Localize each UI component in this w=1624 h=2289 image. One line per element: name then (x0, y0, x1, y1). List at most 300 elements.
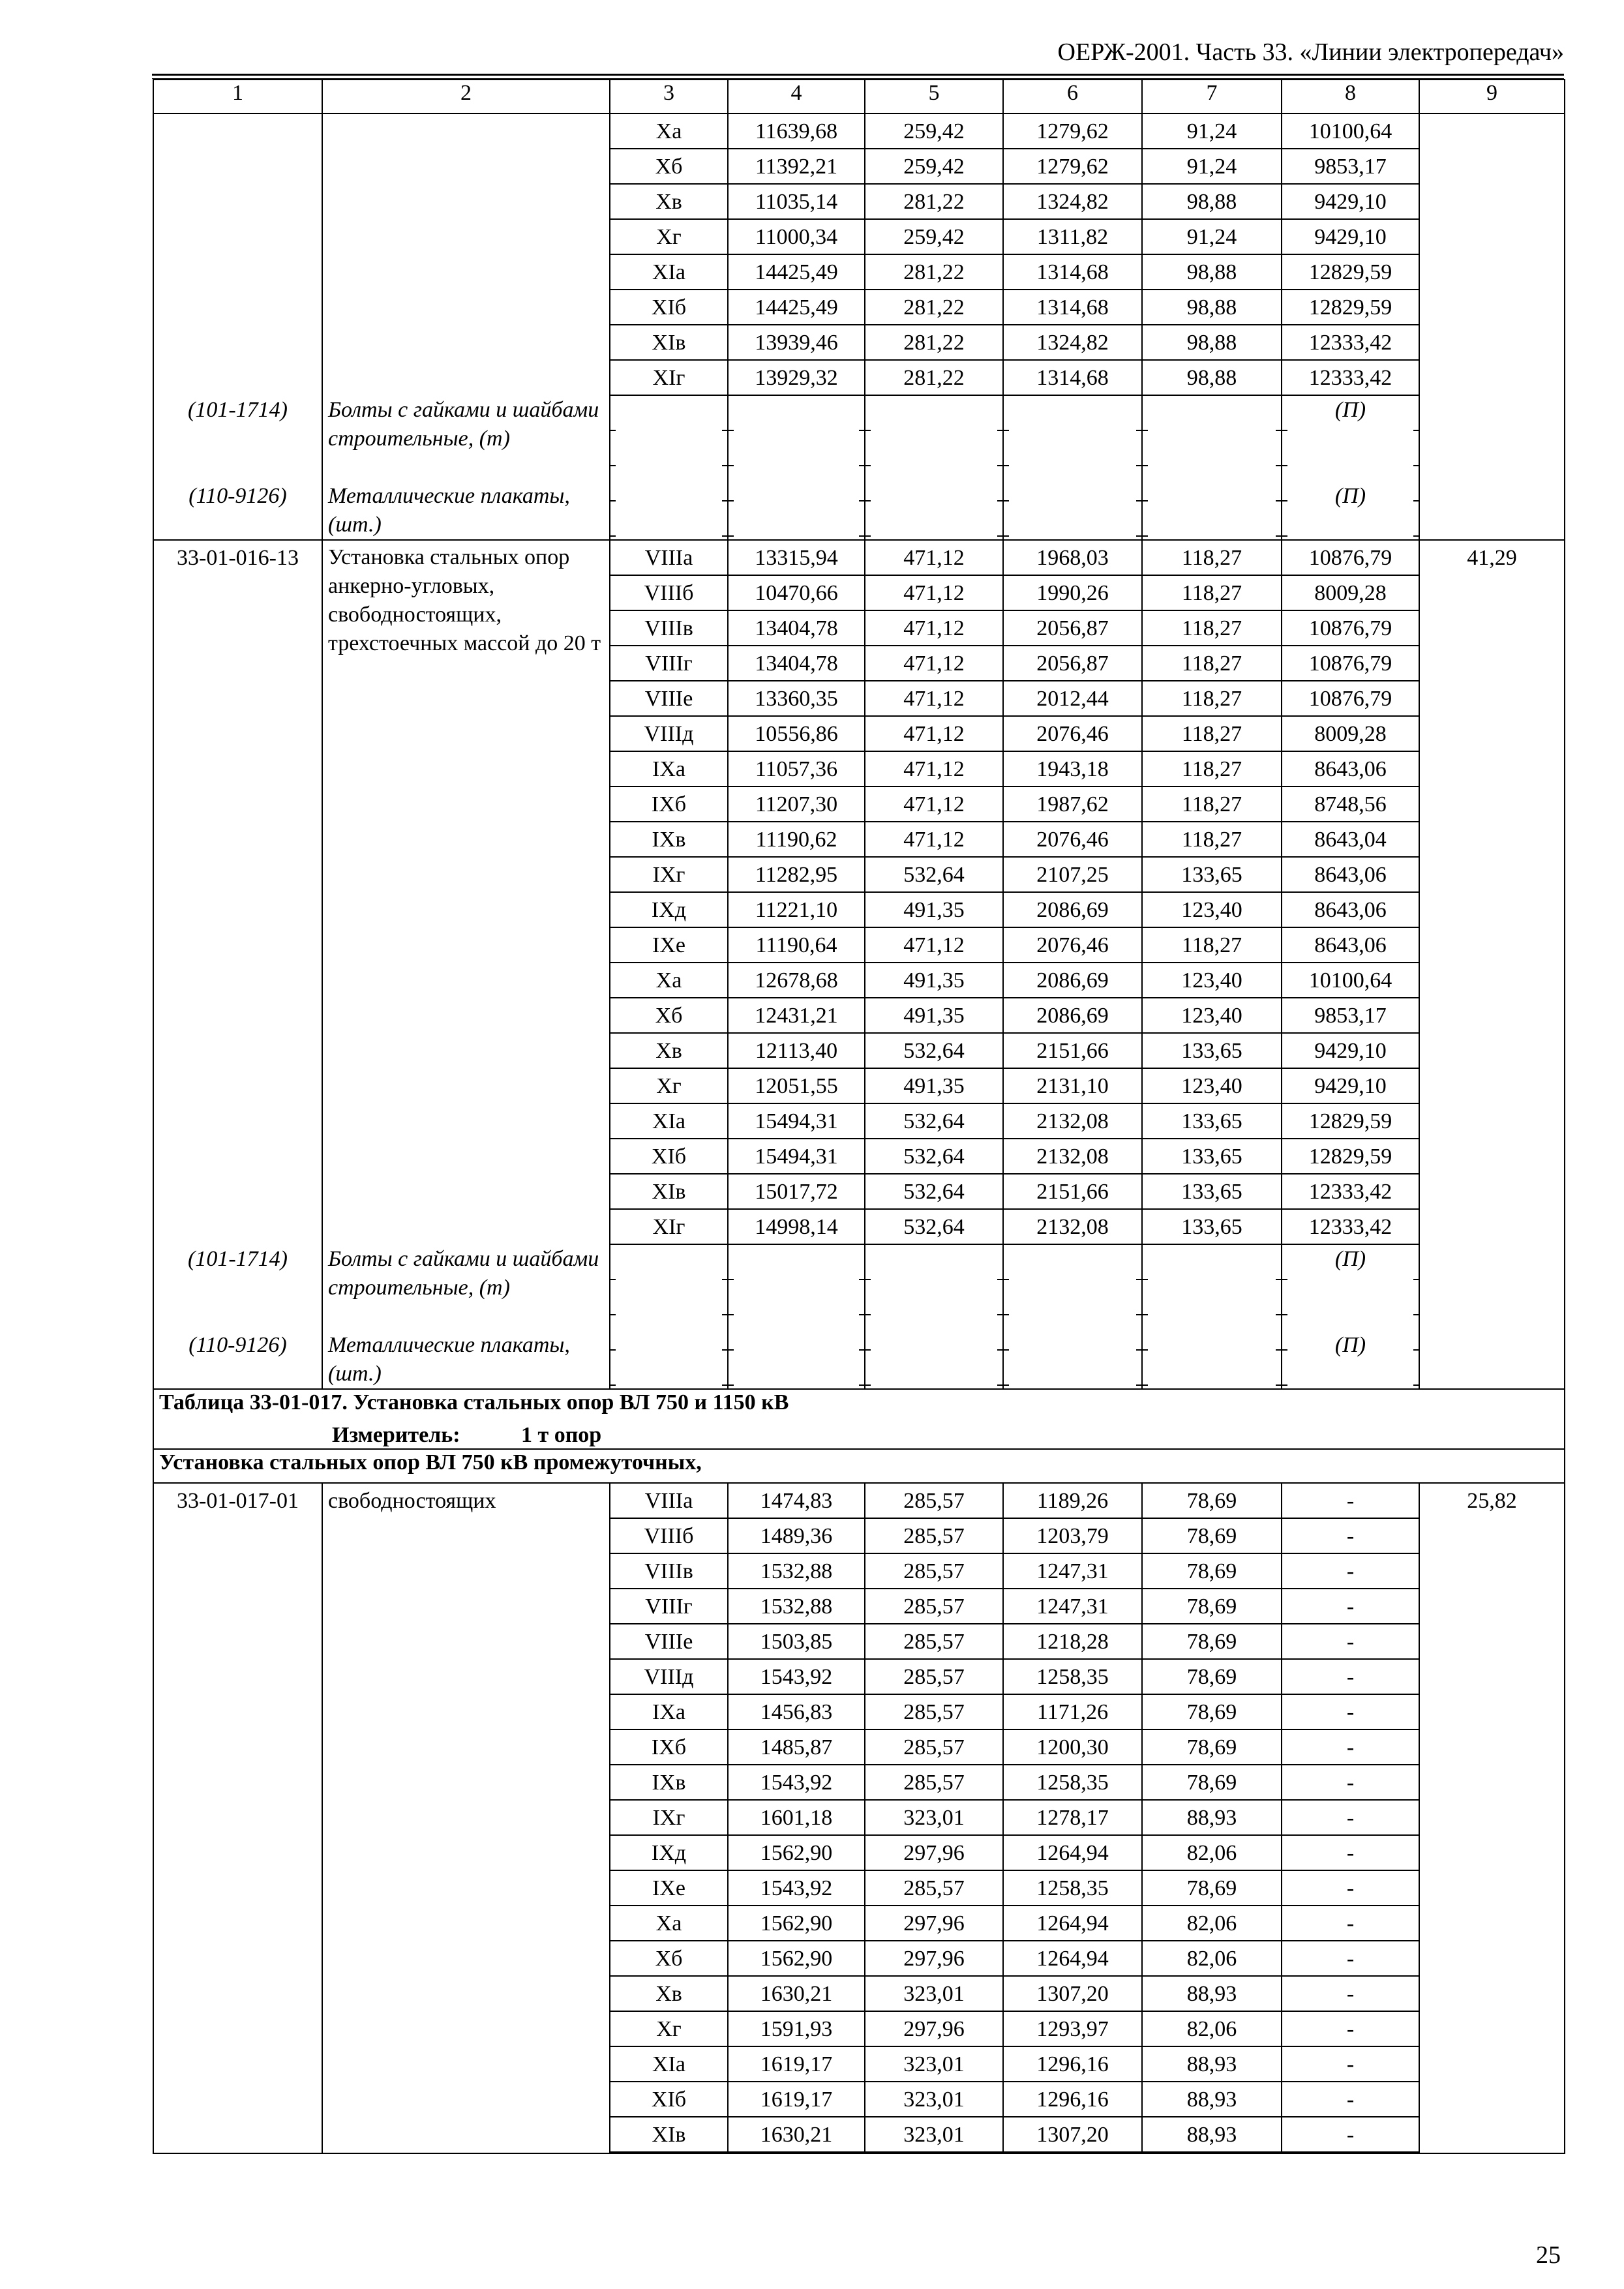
materials-value: - (1346, 1700, 1355, 1724)
materials-value: - (1346, 1524, 1355, 1548)
machine-cost-value: 2107,25 (1036, 863, 1109, 887)
materials-value: 12829,59 (1308, 295, 1392, 320)
machinist-wages-value: 98,88 (1186, 295, 1237, 320)
wages-value: 471,12 (903, 616, 965, 640)
total-cost-value: 1591,93 (760, 2017, 833, 2041)
zone-value: Xв (655, 1039, 682, 1063)
header-rule (152, 74, 1564, 76)
materials-value: 10100,64 (1308, 968, 1392, 993)
machine-cost-value: 1314,68 (1036, 260, 1109, 284)
zone-value: IXe (652, 933, 685, 957)
wages-value: 281,22 (903, 331, 965, 355)
machinist-wages-value: 133,65 (1181, 1109, 1242, 1133)
zone-value: IXг (652, 1806, 685, 1830)
total-cost-value: 10470,66 (755, 581, 838, 605)
wages-value: 471,12 (903, 828, 965, 852)
total-cost-value: 1543,92 (760, 1665, 833, 1689)
total-cost-value: 1562,90 (760, 1911, 833, 1936)
machine-cost-value: 1314,68 (1036, 295, 1109, 320)
machine-cost-value: 2132,08 (1036, 1109, 1109, 1133)
machine-cost-value: 2086,69 (1036, 968, 1109, 993)
machinist-wages-value: 133,65 (1181, 1039, 1242, 1063)
wages-value: 285,57 (903, 1876, 965, 1900)
total-cost-value: 13360,35 (755, 687, 838, 711)
machinist-wages-value: 98,88 (1186, 331, 1237, 355)
item-description-cell (322, 113, 610, 540)
zone-value: VIIIг (645, 651, 693, 676)
item-code-column (159, 576, 316, 1388)
item-description: Установка стальных опор анкерно-угловых, свободностоящих, трехстоечных массой до 20 т (328, 545, 601, 655)
total-cost-value: 13315,94 (755, 546, 838, 570)
total-cost-column (728, 540, 865, 1389)
machine-cost-value: 1264,94 (1036, 1911, 1109, 1936)
materials-value: 8009,28 (1314, 581, 1387, 605)
wages-value: 491,35 (903, 898, 965, 922)
resource-description: Болты с гайками и шайбами строительные, (т) (328, 1247, 599, 1300)
wages-value: 281,22 (903, 295, 965, 320)
machine-cost-value: 1314,68 (1036, 366, 1109, 390)
section-title-row (153, 1449, 1565, 1483)
zone-value: Xб (655, 1947, 683, 1971)
wages-value: 297,96 (903, 1947, 965, 1971)
zone-value: IXд (651, 1841, 687, 1865)
wages-value: 532,64 (903, 1144, 965, 1169)
machine-cost-value: 1943,18 (1036, 757, 1109, 781)
total-cost-column (728, 113, 865, 540)
materials-value: - (1346, 1876, 1355, 1900)
machinist-wages-value: 118,27 (1181, 722, 1242, 746)
wages-value: 471,12 (903, 792, 965, 816)
total-cost-value: 14998,14 (755, 1215, 838, 1239)
zone-value: IXa (652, 1700, 685, 1724)
total-cost-value: 12051,55 (755, 1074, 838, 1098)
column-number: 2 (322, 80, 610, 113)
wages-value: 285,57 (903, 1665, 965, 1689)
machinist-wages-value: 78,69 (1186, 1876, 1237, 1900)
machinist-wages-value: 88,93 (1186, 1982, 1237, 2006)
zone-column (610, 540, 728, 1389)
machine-cost-value: 2056,87 (1036, 616, 1109, 640)
machine-cost-value: 1258,35 (1036, 1665, 1109, 1689)
machinist-wages-value: 78,69 (1186, 1594, 1237, 1619)
machine-cost-value: 1307,20 (1036, 2123, 1109, 2147)
zone-value: XIв (652, 2123, 686, 2147)
table-title: Таблица 33-01-017. Установка стальных опор ВЛ 750 и 1150 кВ (159, 1390, 789, 1414)
wages-value: 323,01 (903, 1982, 965, 2006)
total-cost-value: 11207,30 (755, 792, 838, 816)
materials-value: 9429,10 (1314, 190, 1387, 214)
total-cost-value: 1601,18 (760, 1806, 833, 1830)
wages-column (865, 540, 1003, 1389)
total-cost-value: 1474,83 (760, 1489, 833, 1513)
wages-value: 471,12 (903, 687, 965, 711)
materials-value: 8643,04 (1314, 828, 1387, 852)
machinist-wages-value: 82,06 (1186, 2017, 1237, 2041)
machine-cost-value: 2012,44 (1036, 687, 1109, 711)
machinist-wages-column (1142, 113, 1282, 540)
total-cost-value: 11639,68 (755, 119, 838, 143)
item-description-cell (322, 1483, 610, 2153)
machinist-wages-value: 118,27 (1181, 687, 1242, 711)
machine-cost-value: 1311,82 (1036, 225, 1109, 249)
machine-cost-value: 1189,26 (1036, 1489, 1109, 1513)
zone-value: Xб (655, 1004, 683, 1028)
resource-code: (101-1714) (188, 398, 288, 422)
wages-value: 259,42 (903, 225, 965, 249)
resource-mark: (П) (1287, 1245, 1413, 1331)
materials-value: 12829,59 (1308, 1109, 1392, 1133)
machine-cost-value: 1307,20 (1036, 1982, 1109, 2006)
item-code-cell (153, 113, 322, 540)
total-cost-value: 15494,31 (755, 1109, 838, 1133)
machinist-wages-value: 118,27 (1181, 792, 1242, 816)
wages-value: 285,57 (903, 1735, 965, 1759)
materials-value: - (1346, 1911, 1355, 1936)
wages-value: 323,01 (903, 2123, 965, 2147)
machinist-wages-value: 82,06 (1186, 1947, 1237, 1971)
zone-value: VIIIa (644, 1489, 693, 1513)
zone-value: XIa (652, 1109, 685, 1133)
machine-cost-value: 2131,10 (1036, 1074, 1109, 1098)
machinist-wages-value: 78,69 (1186, 1665, 1237, 1689)
zone-value: XIг (652, 1215, 685, 1239)
materials-value: 9853,17 (1314, 1004, 1387, 1028)
item-description-column (328, 658, 604, 1388)
zone-value: VIIIд (644, 722, 694, 746)
machinist-wages-column (1142, 1483, 1282, 2153)
zone-value: IXв (652, 828, 686, 852)
machine-cost-value: 1264,94 (1036, 1947, 1109, 1971)
total-cost-value: 1630,21 (760, 2123, 833, 2147)
materials-value: 9429,10 (1314, 1074, 1387, 1098)
wages-value: 471,12 (903, 933, 965, 957)
machine-cost-value: 2076,46 (1036, 828, 1109, 852)
zone-value: VIIIд (644, 1665, 694, 1689)
materials-value: 9429,10 (1314, 1039, 1387, 1063)
zone-value: XIб (651, 2087, 687, 2112)
total-cost-value: 1489,36 (760, 1524, 833, 1548)
zone-value: Xг (656, 1074, 682, 1098)
column-number: 3 (610, 80, 728, 113)
materials-value: - (1346, 2017, 1355, 2041)
zone-value: Xa (655, 1911, 682, 1936)
materials-value: 10876,79 (1308, 616, 1392, 640)
zone-value: XIв (652, 1180, 686, 1204)
zone-value: Xг (656, 2017, 682, 2041)
machinist-wages-value: 123,40 (1181, 968, 1242, 993)
wages-value: 491,35 (903, 1074, 965, 1098)
labor-value: 41,29 (1467, 546, 1517, 570)
table-title-cell (153, 1389, 1565, 1449)
total-cost-value: 13929,32 (755, 366, 838, 390)
table-title-row (153, 1389, 1565, 1449)
machine-cost-value: 1264,94 (1036, 1841, 1109, 1865)
wages-value: 471,12 (903, 722, 965, 746)
zone-value: IXб (651, 792, 687, 816)
wages-value: 491,35 (903, 1004, 965, 1028)
machinist-wages-value: 88,93 (1186, 1806, 1237, 1830)
materials-value: 8643,06 (1314, 933, 1387, 957)
total-cost-value: 1532,88 (760, 1559, 833, 1583)
machinist-wages-value: 78,69 (1186, 1524, 1237, 1548)
zone-value: Xa (655, 119, 682, 143)
materials-value: 12333,42 (1308, 1180, 1392, 1204)
machinist-wages-value: 88,93 (1186, 2087, 1237, 2112)
rate-block-33-01-016-13 (153, 540, 1565, 1389)
machinist-wages-value: 78,69 (1186, 1700, 1237, 1724)
zone-value: Xa (655, 968, 682, 993)
wages-value: 281,22 (903, 190, 965, 214)
zone-value: VIIIe (644, 1630, 693, 1654)
machine-cost-value: 1258,35 (1036, 1876, 1109, 1900)
materials-value: 12333,42 (1308, 366, 1392, 390)
machinist-wages-value: 91,24 (1186, 225, 1237, 249)
machinist-wages-value: 91,24 (1186, 119, 1237, 143)
wages-value: 323,01 (903, 1806, 965, 1830)
resource-description: Металлические плакаты, (шт.) (328, 484, 570, 537)
materials-value: 8748,56 (1314, 792, 1387, 816)
wages-value: 297,96 (903, 2017, 965, 2041)
column-number: 6 (1003, 80, 1142, 113)
total-cost-value: 10556,86 (755, 722, 838, 746)
wages-value: 285,57 (903, 1771, 965, 1795)
machinist-wages-value: 123,40 (1181, 1004, 1242, 1028)
resource-mark: (П) (1287, 1331, 1413, 1388)
total-cost-value: 1630,21 (760, 1982, 833, 2006)
resource-description: Металлические плакаты, (шт.) (328, 1333, 570, 1386)
item-code-cell (153, 540, 322, 1389)
total-cost-value: 12678,68 (755, 968, 838, 993)
machine-cost-value: 1293,97 (1036, 2017, 1109, 2041)
materials-value: 8009,28 (1314, 722, 1387, 746)
machinist-wages-value: 91,24 (1186, 155, 1237, 179)
materials-value: 8643,06 (1314, 898, 1387, 922)
zone-value: Xв (655, 190, 682, 214)
machinist-wages-value: 98,88 (1186, 190, 1237, 214)
total-cost-value: 1619,17 (760, 2087, 833, 2112)
machinist-wages-value: 118,27 (1181, 757, 1242, 781)
measure-label: Измеритель: (332, 1423, 460, 1447)
wages-value: 532,64 (903, 1039, 965, 1063)
materials-value: 10876,79 (1308, 651, 1392, 676)
zone-value: XIб (651, 1144, 687, 1169)
total-cost-value: 11190,64 (755, 933, 837, 957)
machine-cost-column (1003, 1483, 1142, 2153)
wages-value: 323,01 (903, 2052, 965, 2076)
wages-value: 532,64 (903, 1215, 965, 1239)
materials-value: - (1346, 1806, 1355, 1830)
wages-value: 297,96 (903, 1841, 965, 1865)
total-cost-value: 15494,31 (755, 1144, 838, 1169)
wages-value: 285,57 (903, 1630, 965, 1654)
zone-value: XIa (652, 260, 685, 284)
materials-value: 12829,59 (1308, 260, 1392, 284)
wages-value: 532,64 (903, 1109, 965, 1133)
machine-cost-value: 2151,66 (1036, 1039, 1109, 1063)
machine-cost-value: 1200,30 (1036, 1735, 1109, 1759)
machine-cost-value: 1279,62 (1036, 119, 1109, 143)
page-number: 25 (1536, 2241, 1561, 2269)
materials-value: - (1346, 1841, 1355, 1865)
zone-value: XIб (651, 295, 687, 320)
machinist-wages-value: 88,93 (1186, 2052, 1237, 2076)
materials-value: - (1346, 1982, 1355, 2006)
machine-cost-value: 2076,46 (1036, 722, 1109, 746)
machine-cost-value: 1279,62 (1036, 155, 1109, 179)
machine-cost-value: 1247,31 (1036, 1594, 1109, 1619)
machine-cost-value: 1987,62 (1036, 792, 1109, 816)
item-code: 33-01-017-01 (177, 1489, 299, 1513)
wages-value: 491,35 (903, 968, 965, 993)
total-cost-value: 12431,21 (755, 1004, 838, 1028)
materials-value: 8643,06 (1314, 757, 1387, 781)
resource-code: (110-9126) (188, 484, 287, 508)
wages-value: 285,57 (903, 1559, 965, 1583)
total-cost-value: 1562,90 (760, 1841, 833, 1865)
wages-column (865, 1483, 1003, 2153)
machinist-wages-value: 78,69 (1186, 1630, 1237, 1654)
zone-value: VIIIг (645, 1594, 693, 1619)
machinist-wages-column (1142, 540, 1282, 1389)
machinist-wages-value: 82,06 (1186, 1911, 1237, 1936)
machine-cost-value: 1296,16 (1036, 2087, 1109, 2112)
resource-code: (101-1714) (188, 1247, 288, 1271)
column-number: 8 (1282, 80, 1419, 113)
total-cost-value: 14425,49 (755, 260, 838, 284)
machine-cost-value: 1258,35 (1036, 1771, 1109, 1795)
machinist-wages-value: 118,27 (1181, 651, 1242, 676)
machine-cost-value: 1296,16 (1036, 2052, 1109, 2076)
total-cost-value: 11392,21 (755, 155, 838, 179)
zone-column (610, 1483, 728, 2153)
wages-value: 259,42 (903, 119, 965, 143)
machinist-wages-value: 123,40 (1181, 898, 1242, 922)
item-description: свободностоящих (328, 1489, 496, 1513)
total-cost-value: 11035,14 (755, 190, 838, 214)
materials-value: - (1346, 2087, 1355, 2112)
machine-cost-value: 1247,31 (1036, 1559, 1109, 1583)
materials-value: - (1346, 1489, 1355, 1513)
wages-value: 285,57 (903, 1700, 965, 1724)
machinist-wages-value: 118,27 (1181, 616, 1242, 640)
materials-value: - (1346, 1665, 1355, 1689)
machinist-wages-value: 98,88 (1186, 366, 1237, 390)
materials-value: - (1346, 1559, 1355, 1583)
resource-mark: (П) (1287, 482, 1413, 539)
resource-code: (110-9126) (188, 1333, 287, 1357)
column-number: 9 (1419, 80, 1565, 113)
machinist-wages-value: 118,27 (1181, 581, 1242, 605)
zone-value: IXб (651, 1735, 687, 1759)
wages-value: 259,42 (903, 155, 965, 179)
wages-value: 471,12 (903, 581, 965, 605)
machinist-wages-value: 78,69 (1186, 1771, 1237, 1795)
machinist-wages-value: 133,65 (1181, 1144, 1242, 1169)
machine-cost-value: 2056,87 (1036, 651, 1109, 676)
wages-value: 471,12 (903, 651, 965, 676)
materials-value: - (1346, 1630, 1355, 1654)
labor-column (1419, 1483, 1565, 2153)
machine-cost-value: 1968,03 (1036, 546, 1109, 570)
machine-cost-column (1003, 113, 1142, 540)
item-code-cell (153, 1483, 322, 2153)
column-number: 7 (1142, 80, 1282, 113)
resource-mark: (П) (1287, 396, 1413, 482)
wages-value: 281,22 (903, 260, 965, 284)
total-cost-value: 1456,83 (760, 1700, 833, 1724)
measure-line (159, 1422, 1559, 1448)
zone-value: IXa (652, 757, 685, 781)
total-cost-value: 11282,95 (755, 863, 838, 887)
machinist-wages-value: 133,65 (1181, 863, 1242, 887)
total-cost-value: 1562,90 (760, 1947, 833, 1971)
total-cost-value: 1532,88 (760, 1594, 833, 1619)
total-cost-column (728, 1483, 865, 2153)
wages-value: 281,22 (903, 366, 965, 390)
wages-value: 471,12 (903, 546, 965, 570)
zone-value: Xб (655, 155, 683, 179)
machine-cost-value: 2132,08 (1036, 1215, 1109, 1239)
rate-block-continued (153, 113, 1565, 540)
page-header-title: ОЕРЖ-2001. Часть 33. «Линии электропередач» (1057, 38, 1564, 66)
machinist-wages-value: 88,93 (1186, 2123, 1237, 2147)
machine-cost-value: 1324,82 (1036, 190, 1109, 214)
materials-value: - (1346, 1735, 1355, 1759)
zone-value: IXв (652, 1771, 686, 1795)
total-cost-value: 1619,17 (760, 2052, 833, 2076)
wages-value: 285,57 (903, 1524, 965, 1548)
measure-value: 1 т опор (521, 1423, 602, 1447)
materials-value: 8643,06 (1314, 863, 1387, 887)
machine-cost-value: 1324,82 (1036, 331, 1109, 355)
machinist-wages-value: 118,27 (1181, 933, 1242, 957)
machine-cost-value: 2086,69 (1036, 1004, 1109, 1028)
wages-value: 285,57 (903, 1489, 965, 1513)
machine-cost-value: 1203,79 (1036, 1524, 1109, 1548)
zone-value: VIIIa (644, 546, 693, 570)
zone-value: XIa (652, 2052, 685, 2076)
materials-value: 10100,64 (1308, 119, 1392, 143)
materials-value: 12333,42 (1308, 1215, 1392, 1239)
resource-description: Болты с гайками и шайбами строительные, (т) (328, 398, 599, 451)
machine-cost-column (1003, 540, 1142, 1389)
wages-value: 297,96 (903, 1911, 965, 1936)
zone-value: VIIIв (644, 616, 693, 640)
machinist-wages-value: 78,69 (1186, 1735, 1237, 1759)
total-cost-value: 15017,72 (755, 1180, 838, 1204)
total-cost-value: 11057,36 (755, 757, 838, 781)
rates-table (153, 79, 1565, 2154)
total-cost-value: 11221,10 (755, 898, 838, 922)
machine-cost-value: 1171,26 (1036, 1700, 1109, 1724)
wages-value: 285,57 (903, 1594, 965, 1619)
machinist-wages-value: 133,65 (1181, 1215, 1242, 1239)
wages-value: 532,64 (903, 1180, 965, 1204)
machinist-wages-value: 78,69 (1186, 1489, 1237, 1513)
total-cost-value: 14425,49 (755, 295, 838, 320)
materials-value: 12333,42 (1308, 331, 1392, 355)
materials-value: - (1346, 1594, 1355, 1619)
machine-cost-value: 2076,46 (1036, 933, 1109, 957)
total-cost-value: 1543,92 (760, 1771, 833, 1795)
zone-column (610, 113, 728, 540)
total-cost-value: 13404,78 (755, 616, 838, 640)
machinist-wages-value: 118,27 (1181, 546, 1242, 570)
item-code: 33-01-016-13 (177, 546, 299, 570)
rate-block-33-01-017-01 (153, 1483, 1565, 2153)
zone-value: VIIIб (644, 1524, 694, 1548)
wages-value: 532,64 (903, 863, 965, 887)
